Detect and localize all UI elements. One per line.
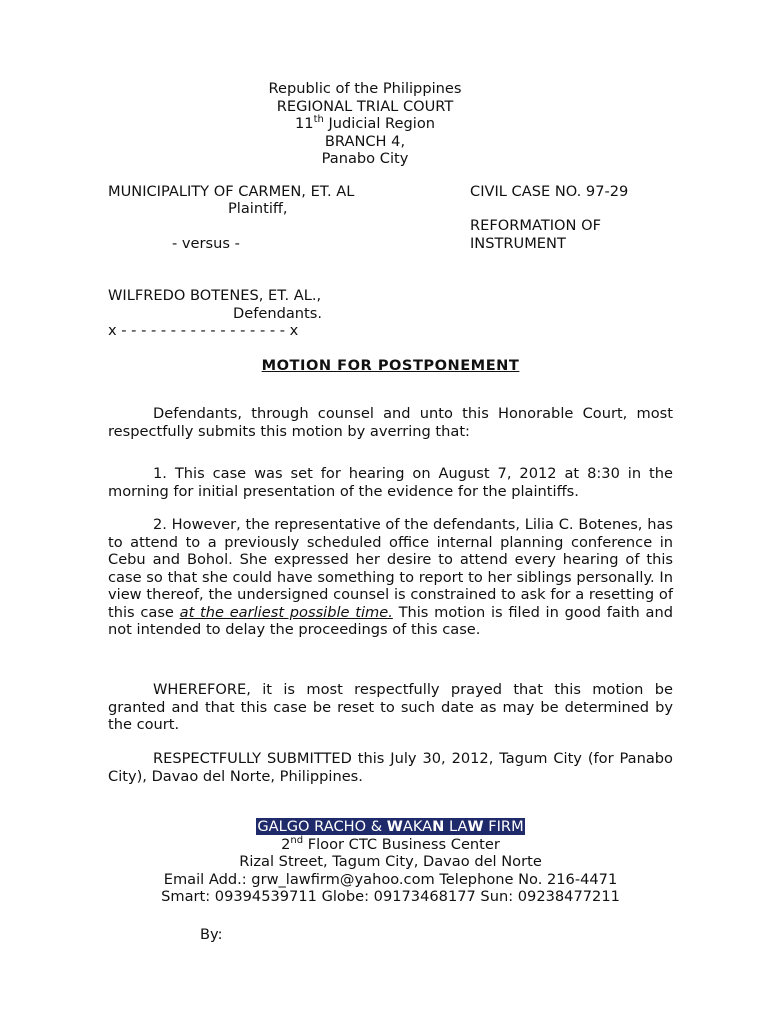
heading-court: REGIONAL TRIAL COURT [276, 97, 454, 115]
firm-street: Rizal Street, Tagum City, Davao del Norte [239, 853, 542, 870]
document-title: MOTION FOR POSTPONEMENT [261, 357, 520, 374]
heading-region: 11th Judicial Region [294, 114, 436, 132]
prayer-paragraph: WHEREFORE, it is most respectfully prayed that this motion be granted and that this case be reset to such date as may be determined by the court. [108, 681, 673, 733]
emphasis-earliest-time: at the earliest possible time. [179, 603, 393, 621]
intro-paragraph: Defendants, through counsel and unto this Honorable Court, most respectfully submits this motion by averring that: [108, 405, 673, 440]
defendant-name: WILFREDO BOTENES, ET. AL., [108, 287, 322, 304]
firm-name-banner: GALGO RACHO & WAKAN LAW FIRM [257, 818, 524, 835]
firm-name [108, 818, 673, 836]
paragraph-1: 1. This case was set for hearing on August 7, 2012 at 8:30 in the morning for initial presentation of the evidence for the plaintiffs. [108, 465, 673, 500]
case-number: CIVIL CASE NO. 97-29 [470, 183, 629, 200]
by-label: By: [200, 926, 223, 943]
plaintiff-label: Plaintiff, [228, 200, 288, 217]
heading-city: Panabo City [321, 150, 409, 167]
heading-republic: Republic of the Philippines [268, 80, 462, 97]
submission-paragraph: RESPECTFULLY SUBMITTED this July 30, 2012, Tagum City (for Panabo City), Davao del Norte, Philippines. [108, 750, 673, 785]
firm-phones: Smart: 09394539711 Globe: 09173468177 Sun: 09238477211 [161, 888, 620, 905]
versus-label: - versus - [172, 235, 240, 252]
case-nature-line2: INSTRUMENT [470, 235, 566, 252]
heading-branch: BRANCH 4, [324, 132, 406, 150]
case-nature-line1: REFORMATION OF [470, 217, 601, 234]
caption-separator: x - - - - - - - - - - - - - - - - - x [108, 322, 299, 339]
plaintiff-name: MUNICIPALITY OF CARMEN, ET. AL [108, 183, 355, 200]
firm-contact: Email Add.: grw_lawfirm@yahoo.com Telephone No. 216-4471 [163, 870, 618, 888]
court-heading [240, 80, 490, 168]
defendant-label: Defendants. [233, 305, 323, 322]
firm-block [108, 818, 673, 906]
firm-floor: 2nd Floor CTC Business Center [281, 834, 500, 853]
paragraph-2: 2. However, the representative of the defendants, Lilia C. Botenes, has to attend to a previously scheduled office internal planning conference in Cebu and Bohol. She expressed her desire to attend every hearing of this case so that she could have something to report to her siblings personally. In view thereof, the undersigned counsel is constrained to ask for a resetting of this case at the earliest possible time. This motion is filed in good faith and not intended to delay the proceedings of this case. [108, 516, 673, 638]
